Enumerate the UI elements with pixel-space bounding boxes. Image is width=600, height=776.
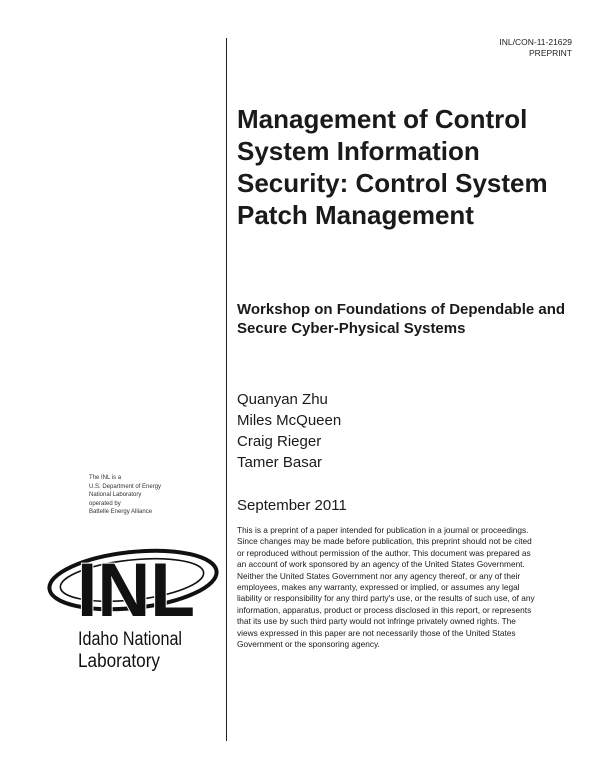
document-title: Management of Control System Information Security: Control System Patch Management — [237, 104, 548, 230]
inl-note-line: U.S. Department of Energy — [89, 483, 162, 490]
publication-date: September 2011 — [237, 497, 347, 514]
inl-note-line: Battelle Energy Alliance — [89, 509, 153, 516]
disclaimer-text: This is a preprint of a paper intended for publication in a journal or proceedings. Since changes may be made before publication, this preprint should not be cited or reproduced without permission of the author. This document was prepared as an account of work sponsored by an agency of the United States Government. Neither the United States Government nor any agency thereof, or any of their employees, makes any warranty, expressed or implied, or assumes any legal liability or responsibility for any third party's use, or the results of such use, of any information, apparatus, product or process disclosed in this report, or represents that its use by such third party would not infringe privately owned rights. The views expressed in this paper are not necessarily those of the United States Government or the sponsoring agency. — [237, 525, 535, 650]
report-number: INL/CON-11-21629 — [499, 37, 572, 47]
inl-operator-note — [89, 474, 161, 517]
inl-note-line: National Laboratory — [89, 492, 142, 499]
vertical-divider — [226, 38, 227, 741]
inl-note-line: The INL is a — [89, 475, 122, 481]
logo-name-line1: Idaho National — [78, 629, 182, 650]
inl-note-line: operated by — [89, 500, 121, 507]
author-name: Miles McQueen — [237, 412, 342, 429]
author-name: Tamer Basar — [237, 454, 323, 471]
report-status: PREPRINT — [529, 48, 572, 58]
author-name: Craig Rieger — [237, 433, 322, 450]
report-id-block — [499, 37, 572, 59]
logo-name-line2: Laboratory — [78, 651, 161, 672]
logo-mark: INL — [77, 548, 195, 633]
inl-logo — [40, 532, 220, 682]
author-list — [237, 389, 341, 473]
author-name: Quanyan Zhu — [237, 391, 328, 408]
workshop-name: Workshop on Foundations of Dependable and Secure Cyber-Physical Systems — [237, 301, 566, 337]
